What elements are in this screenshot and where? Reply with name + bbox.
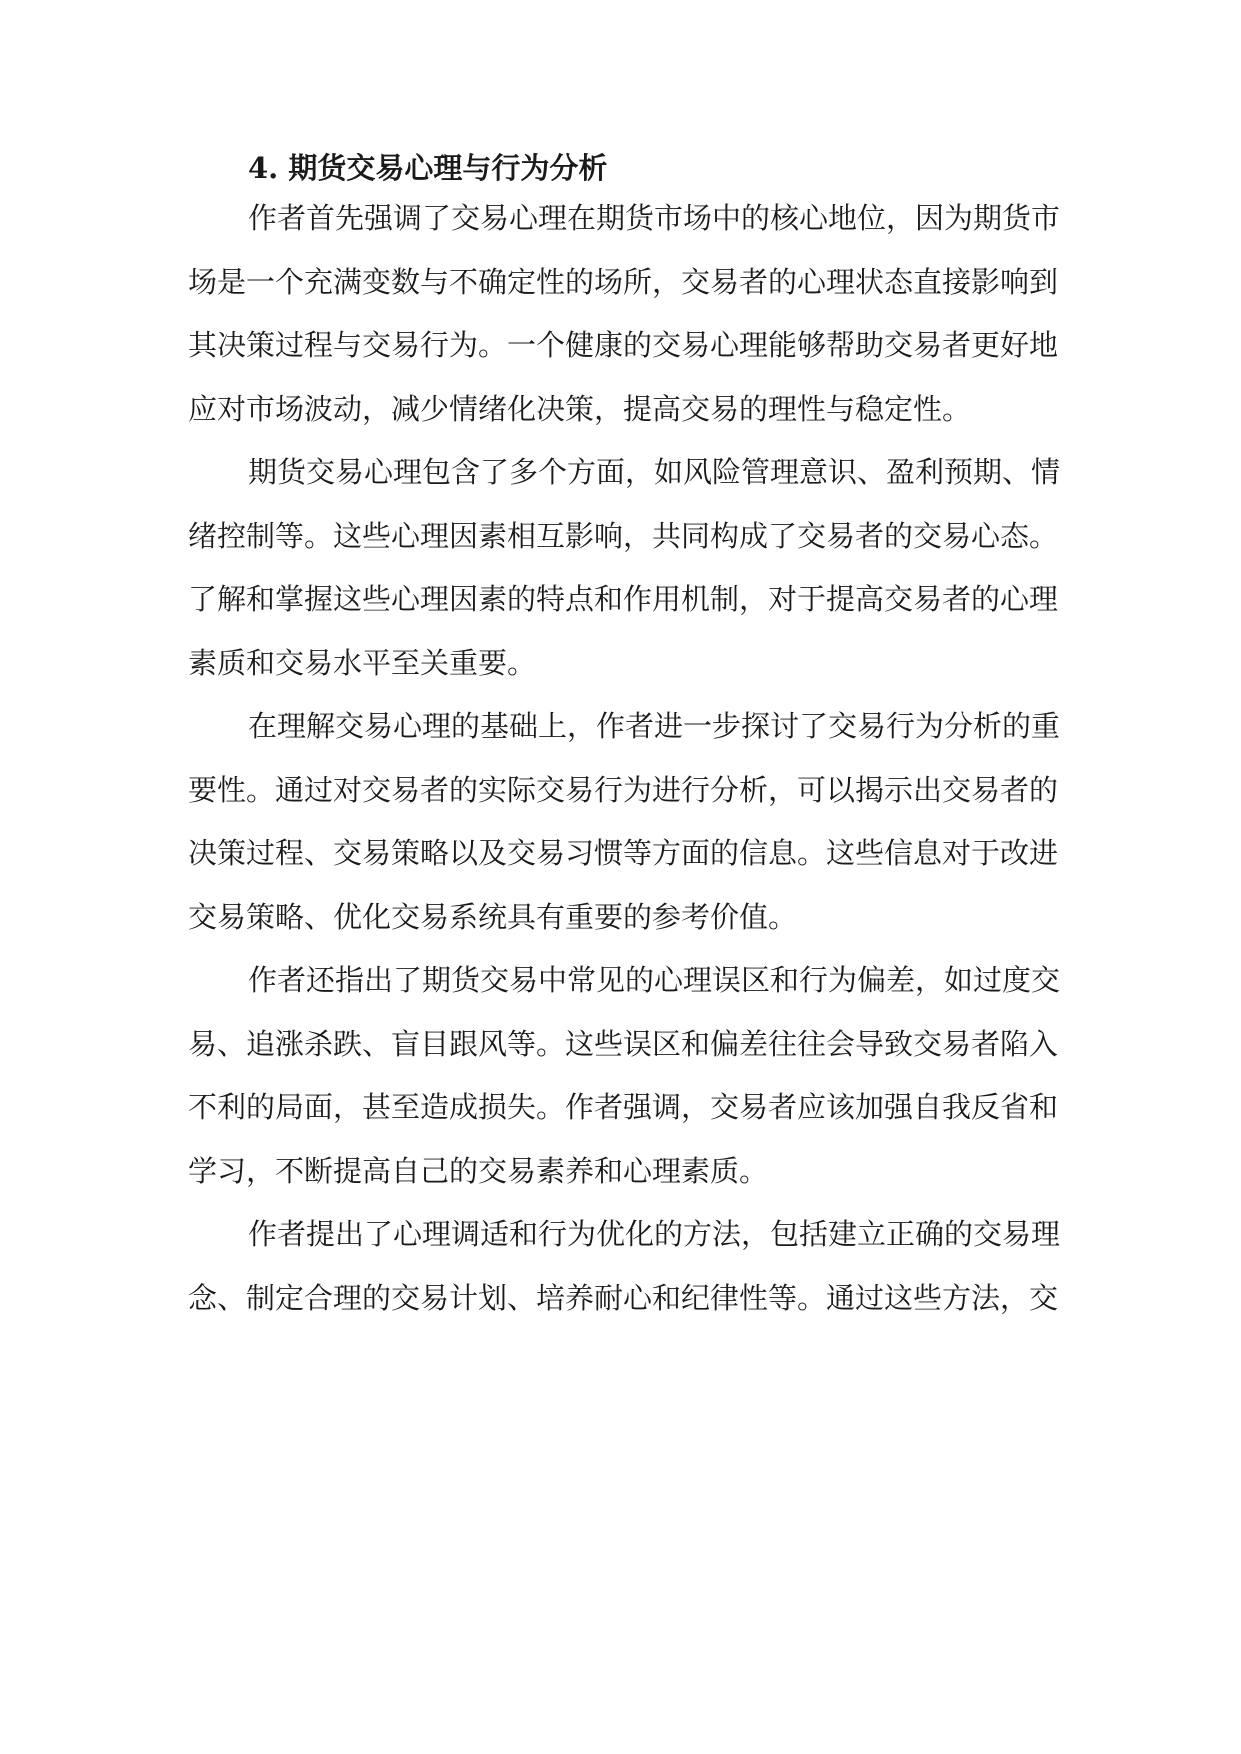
paragraph-line: 要性。通过对交易者的实际交易行为进行分析，可以揭示出交易者的	[188, 773, 1059, 807]
paragraph-line: 念、制定合理的交易计划、培养耐心和纪律性等。通过这些方法，交	[188, 1281, 1059, 1315]
paragraph-line: 作者还指出了期货交易中常见的心理误区和行为偏差，如过度交	[248, 963, 1061, 997]
paragraph-line: 作者提出了心理调适和行为优化的方法，包括建立正确的交易理	[248, 1217, 1061, 1251]
paragraph-line: 决策过程、交易策略以及交易习惯等方面的信息。这些信息对于改进	[188, 836, 1059, 870]
paragraph-line: 不利的局面，甚至造成损失。作者强调，交易者应该加强自我反省和	[188, 1090, 1059, 1124]
section-heading: 4. 期货交易心理与行为分析	[248, 151, 608, 185]
paragraph-line: 应对市场波动，减少情绪化决策，提高交易的理性与稳定性。	[188, 392, 972, 426]
paragraph-line: 期货交易心理包含了多个方面，如风险管理意识、盈利预期、情	[248, 455, 1061, 489]
paragraph-line: 在理解交易心理的基础上，作者进一步探讨了交易行为分析的重	[248, 709, 1061, 743]
paragraph-line: 作者首先强调了交易心理在期货市场中的核心地位，因为期货市	[248, 201, 1061, 235]
paragraph-line: 其决策过程与交易行为。一个健康的交易心理能够帮助交易者更好地	[188, 328, 1059, 362]
paragraph-line: 学习，不断提高自己的交易素养和心理素质。	[188, 1154, 769, 1188]
paragraph-line: 场是一个充满变数与不确定性的场所，交易者的心理状态直接影响到	[188, 265, 1059, 299]
paragraph-line: 交易策略、优化交易系统具有重要的参考价值。	[188, 900, 798, 934]
paragraph-line: 素质和交易水平至关重要。	[188, 646, 537, 680]
paragraph-line: 易、追涨杀跌、盲目跟风等。这些误区和偏差往往会导致交易者陷入	[188, 1027, 1059, 1061]
paragraph-line: 绪控制等。这些心理因素相互影响，共同构成了交易者的交易心态。	[188, 519, 1059, 553]
paragraph-line: 了解和掌握这些心理因素的特点和作用机制，对于提高交易者的心理	[188, 582, 1059, 616]
